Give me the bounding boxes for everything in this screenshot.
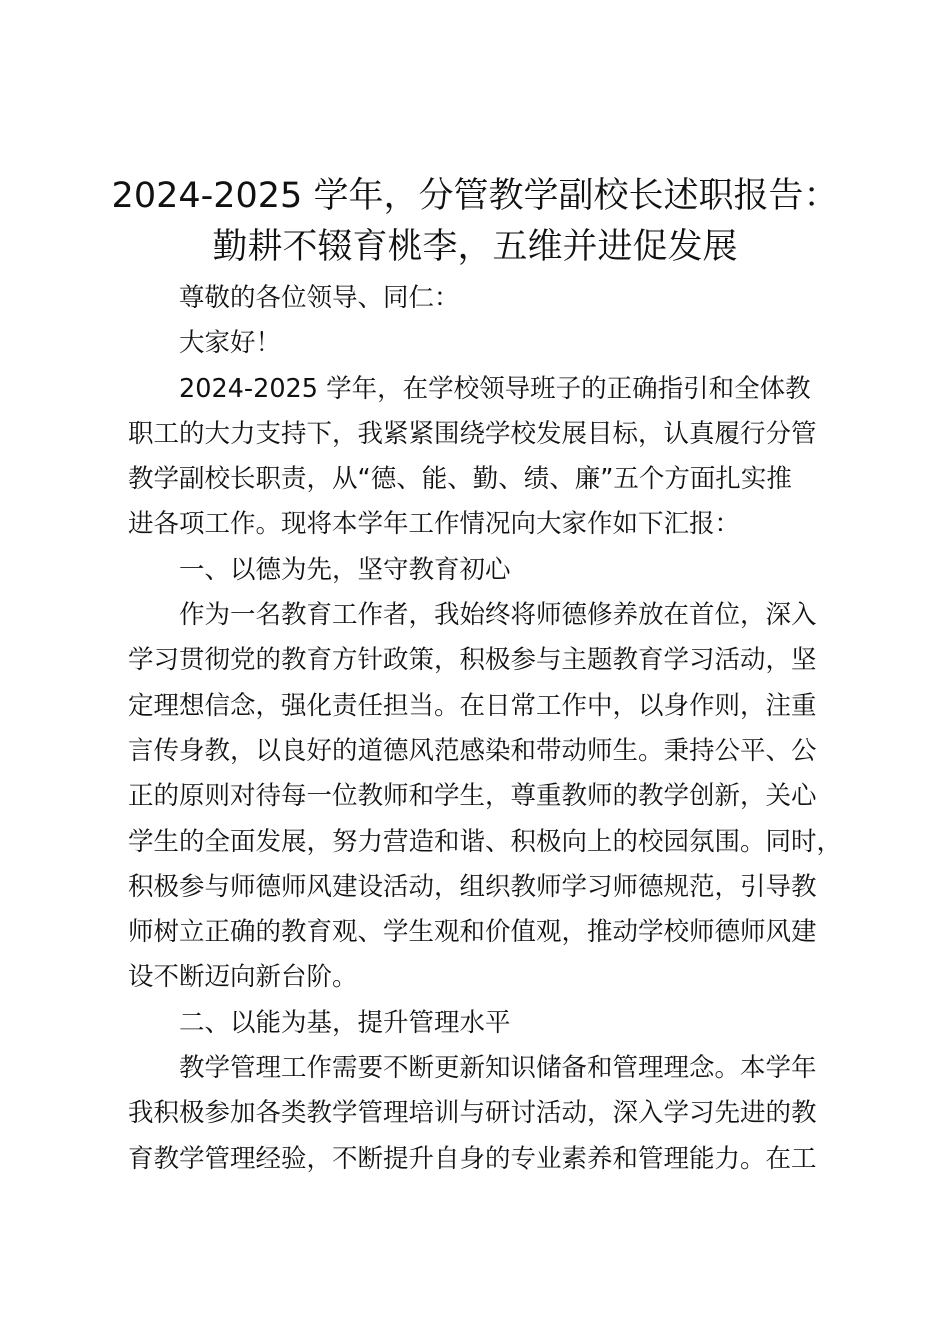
section-2-line: 教学管理工作需要不断更新知识储备和管理理念。本学年 — [179, 1053, 817, 1084]
section-2-line: 育教学管理经验，不断提升自身的专业素养和管理能力。在工 — [128, 1143, 817, 1174]
section-1-line: 积极参与师德师风建设活动，组织教师学习师德规范，引导教 — [128, 871, 817, 902]
section-1-line: 师树立正确的教育观、学生观和价值观，推动学校师德师风建 — [128, 917, 817, 948]
greeting: 大家好！ — [179, 328, 282, 359]
intro-line: 进各项工作。现将本学年工作情况向大家作如下汇报： — [128, 509, 741, 540]
section-heading-1: 一、以德为先，坚守教育初心 — [179, 554, 511, 585]
document-body — [128, 276, 843, 1182]
intro-line: 2024-2025 学年，在学校领导班子的正确指引和全体教 — [179, 373, 811, 404]
salutation: 尊敬的各位领导、同仁： — [179, 283, 460, 313]
section-1-line: 定理想信念，强化责任担当。在日常工作中，以身作则，注重 — [128, 690, 817, 721]
intro-line: 职工的大力支持下，我紧紧围绕学校发展目标，认真履行分管 — [128, 418, 817, 449]
document-title-line-1: 2024-2025 学年，分管教学副校长述职报告： — [111, 176, 839, 216]
section-1-line: 学生的全面发展，努力营造和谐、积极向上的校园氛围。同时， — [128, 826, 843, 857]
document-title-line-2: 勤耕不辍育桃李，五维并进促发展 — [212, 227, 738, 267]
intro-line: 教学副校长职责，从“德、能、勤、绩、廉”五个方面扎实推 — [128, 464, 792, 495]
section-heading-2: 二、以能为基，提升管理水平 — [179, 1007, 511, 1038]
section-1-line: 设不断迈向新台阶。 — [128, 962, 358, 993]
section-2-line: 我积极参加各类教学管理培训与研讨活动，深入学习先进的教 — [128, 1098, 817, 1129]
section-1-line: 言传身教，以良好的道德风范感染和带动师生。秉持公平、公 — [128, 735, 817, 766]
section-1-line: 学习贯彻党的教育方针政策，积极参与主题教育学习活动，坚 — [128, 645, 817, 676]
section-1-line: 正的原则对待每一位教师和学生，尊重教师的教学创新，关心 — [128, 781, 817, 812]
section-1-line: 作为一名教育工作者，我始终将师德修养放在首位，深入 — [179, 600, 817, 631]
